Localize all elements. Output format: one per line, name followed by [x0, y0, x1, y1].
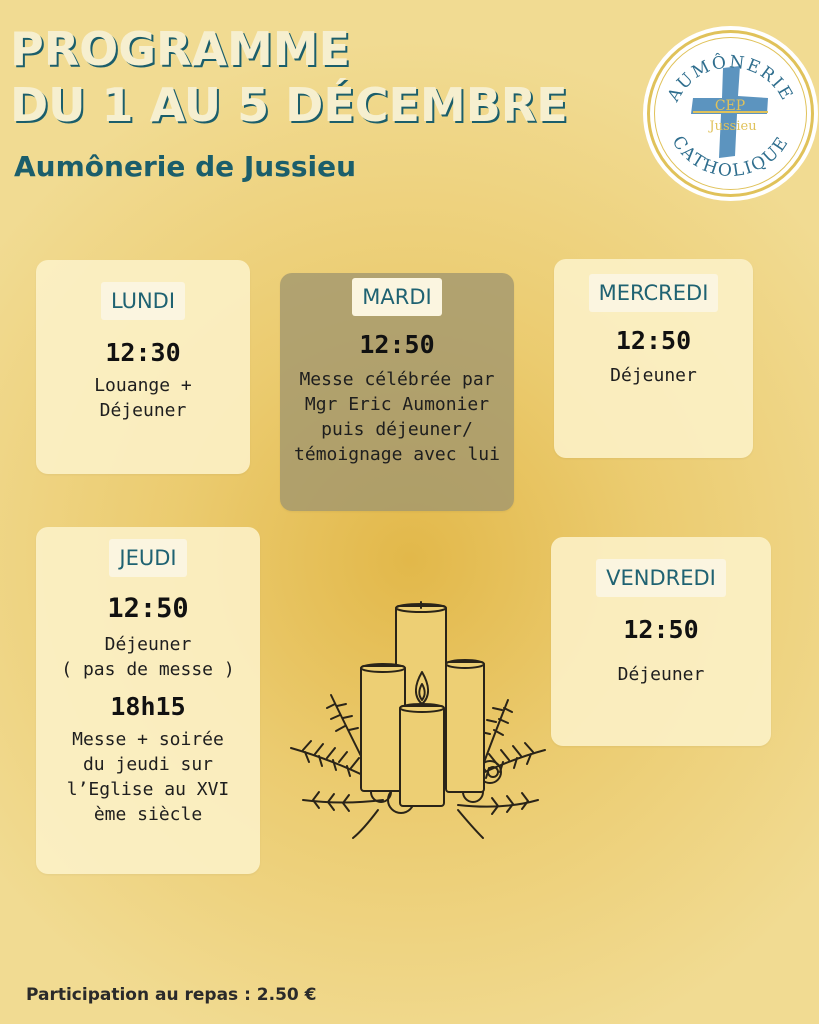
- aumonerie-logo: [643, 26, 818, 201]
- desc-line: du jeudi sur: [82, 754, 214, 775]
- card-jeudi: [36, 527, 260, 874]
- subtitle: Aumônerie de Jussieu: [14, 150, 357, 183]
- time-lundi: 12:30: [105, 338, 181, 367]
- desc-line: Déjeuner: [99, 400, 187, 421]
- logo-center-text: CEP: [714, 98, 746, 114]
- desc-line: témoignage avec lui: [294, 444, 500, 465]
- desc-line: l’Eglise au XVI: [66, 779, 230, 800]
- day-label-mardi: MARDI: [352, 278, 441, 316]
- logo-bottom-text: CATHOLIQUE: [667, 132, 794, 182]
- day-label-vendredi: VENDREDI: [596, 559, 726, 597]
- day-label-jeudi: JEUDI: [109, 539, 186, 577]
- card-lundi: [36, 260, 250, 474]
- logo-center-sub: Jussieu: [709, 119, 757, 134]
- title-line-2: DU 1 AU 5 DÉCEMBRE: [10, 78, 568, 132]
- desc-line: Messe + soirée: [72, 729, 224, 750]
- title-line-1: PROGRAMME: [10, 22, 350, 76]
- day-label-lundi: LUNDI: [101, 282, 185, 320]
- day-label-mercredi: MERCREDI: [589, 274, 719, 312]
- desc-line: Louange +: [94, 375, 192, 396]
- time-mercredi: 12:50: [615, 326, 692, 355]
- card-mardi: [280, 273, 514, 511]
- meal-price-note: Participation au repas : 2.50 €: [26, 985, 317, 1005]
- time2-jeudi: 18h15: [110, 692, 186, 721]
- card-vendredi: [551, 537, 771, 746]
- desc-line: Déjeuner: [104, 634, 192, 655]
- desc-line: ( pas de messe ): [61, 659, 235, 680]
- desc-line: ème siècle: [93, 804, 203, 825]
- desc-line: Déjeuner: [610, 365, 697, 386]
- desc-line: Messe célébrée par: [299, 369, 495, 390]
- card-mercredi: [554, 259, 753, 458]
- time-jeudi: 12:50: [107, 593, 189, 624]
- desc-line: Déjeuner: [617, 664, 705, 685]
- desc-line: Mgr Eric Aumonier: [304, 394, 490, 415]
- logo-top-text: AUMÔNERIE: [663, 52, 798, 106]
- time-mardi: 12:50: [359, 330, 435, 359]
- advent-candles-icon: [283, 600, 553, 845]
- cross-logo-icon: [643, 26, 818, 201]
- desc-line: puis déjeuner/: [321, 419, 473, 440]
- time-vendredi: 12:50: [623, 615, 699, 644]
